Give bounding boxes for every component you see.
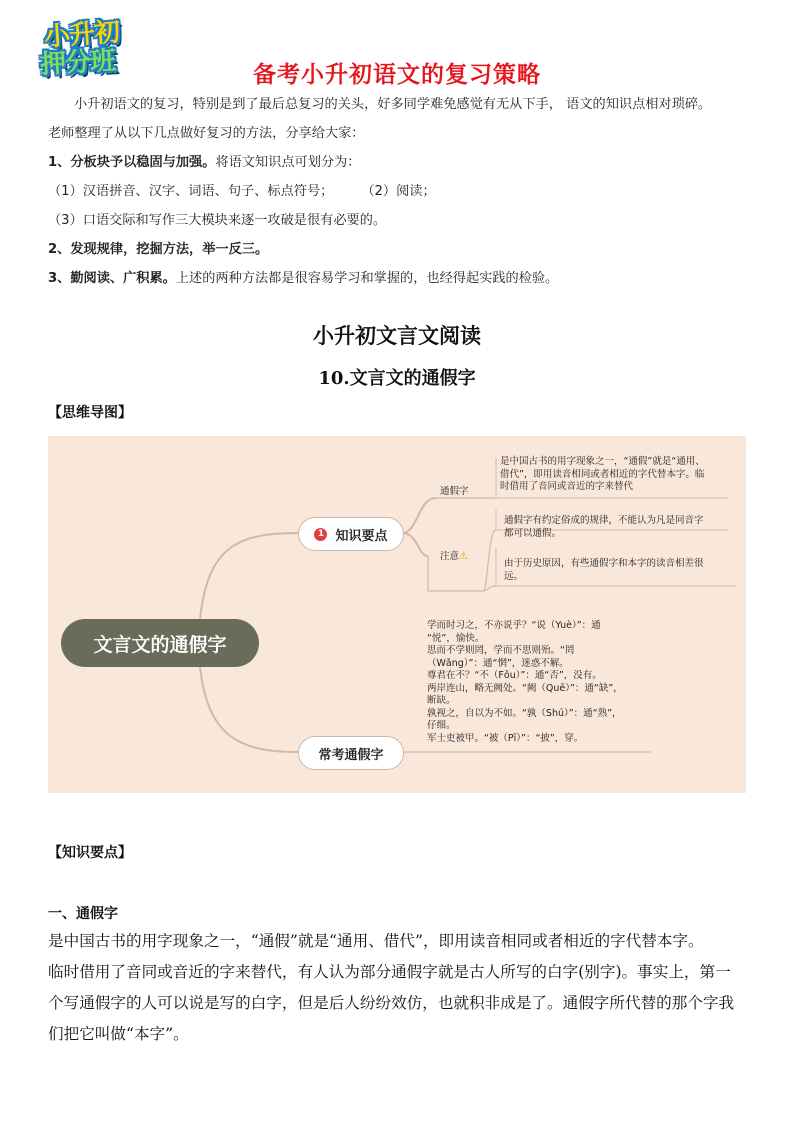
mind-map bbox=[48, 436, 746, 793]
example-line: 断缺。 bbox=[427, 695, 456, 706]
tongjia-definition bbox=[500, 456, 736, 494]
module-line1 bbox=[48, 182, 758, 202]
tongjia-body bbox=[48, 926, 760, 1050]
example-line: 仔细。 bbox=[427, 720, 456, 731]
warning-icon: ⚠ bbox=[459, 551, 468, 562]
def-line: 时借用了音同或音近的字来替代 bbox=[500, 481, 634, 492]
connector-node1-branches bbox=[402, 498, 436, 556]
logo-line1: 小升初 bbox=[43, 17, 121, 53]
example-line: 两岸连山，略无阙处。“阙（Quē）”：通“缺”， bbox=[427, 682, 623, 694]
tongjia-heading: 一、通假字 bbox=[48, 906, 118, 922]
intro-line2: 老师整理了从以下几点做好复习的方法，分享给大家： bbox=[48, 126, 365, 141]
node-knowledge-points-label: 知识要点 bbox=[335, 528, 388, 544]
body-line: 们把它叫做“本字”。 bbox=[48, 1025, 189, 1043]
branch-tongjia: 通假字 bbox=[440, 486, 469, 497]
page-title: 备考小升初语文的复习策略 bbox=[253, 62, 541, 88]
note-line: 由于历史原因，有些通假字和本字的读音相差很 bbox=[504, 558, 704, 569]
strategy-1-rest: 将语文知识点可划分为： bbox=[215, 155, 361, 170]
node-knowledge-points bbox=[298, 517, 404, 551]
example-line: 学而时习之，不亦说乎？“说（Yuè）”：通 bbox=[427, 620, 601, 631]
branch-zhuyi bbox=[440, 548, 468, 562]
strategy-2: 2、发现规律，挖掘方法，举一反三。 bbox=[48, 242, 269, 257]
examples-list bbox=[427, 620, 657, 745]
example-line: （Wǎng）”：通“惘”，迷惑不解。 bbox=[427, 657, 569, 669]
mindmap-label: 【思维导图】 bbox=[48, 405, 132, 421]
strategy-1-bold: 1、分板块予以稳固与加强。 bbox=[48, 155, 216, 170]
example-line: 思而不学则罔，学而不思则殆。“罔 bbox=[427, 645, 575, 656]
module-3: （3）口语交际和写作三大模块来逐一攻破是很有必要的。 bbox=[48, 213, 387, 228]
module-1: （1）汉语拼音、汉字、词语、句子、标点符号； bbox=[48, 184, 334, 199]
def-line: 是中国古书的用字现象之一，“通假”就是“通用、 bbox=[500, 456, 705, 467]
def-line: 借代”，即用读音相同或者相近的字代替本字。临 bbox=[500, 468, 705, 480]
node-common-tongjia-label: 常考通假字 bbox=[318, 747, 384, 763]
note-line: 都可以通假。 bbox=[504, 527, 562, 539]
strategy-1 bbox=[48, 153, 758, 173]
body-line: 个写通假字的人可以说是写的白字，但是后人纷纷效仿，也就积非成是了。通假字所代替的那个字我 bbox=[48, 994, 735, 1012]
connector-zhuyi-notes bbox=[483, 530, 496, 591]
example-line: 尊君在不？“不（Fǒu）”：通“否”，没有。 bbox=[427, 670, 602, 681]
strategy-3 bbox=[48, 269, 758, 289]
strategy-3-bold: 3、勤阅读、广积累。 bbox=[48, 271, 176, 286]
module-2: （2）阅读； bbox=[361, 184, 436, 199]
body-line: 是中国古书的用字现象之一，“通假”就是“通用、借代”，即用读音相同或者相近的字代替本字。 bbox=[48, 932, 704, 950]
example-line: 军士吏被甲。“被（Pī）”：“披”，穿。 bbox=[427, 732, 584, 744]
note-2 bbox=[504, 558, 734, 583]
section-title: 小升初文言文阅读 bbox=[313, 323, 481, 348]
node-common-tongjia bbox=[298, 736, 404, 770]
connector-root-node2 bbox=[200, 667, 298, 752]
note-line: 远。 bbox=[504, 570, 524, 582]
note-1 bbox=[504, 515, 734, 540]
strategy-3-rest: 上述的两种方法都是很容易学习和掌握的，也经得起实践的检验。 bbox=[175, 271, 559, 286]
example-line: 孰视之，自以为不如。“孰（Shú）”：通“熟”， bbox=[427, 707, 622, 719]
branch-zhuyi-label: 注意 bbox=[440, 551, 460, 562]
logo-line2: 押分班 bbox=[39, 46, 116, 80]
mind-map-root: 文言文的通假字 bbox=[61, 619, 259, 667]
connector-root-node1 bbox=[200, 533, 298, 619]
note-line: 通假字有约定俗成的规律，不能认为凡是同音字 bbox=[504, 515, 704, 526]
number-one-icon: 1 bbox=[314, 528, 327, 541]
section-subtitle: 10.文言文的通假字 bbox=[318, 368, 476, 389]
knowledge-label: 【知识要点】 bbox=[48, 845, 132, 861]
body-line: 临时借用了音同或音近的字来替代，有人认为部分通假字就是古人所写的白字(别字)。事实上，第一 bbox=[48, 963, 731, 981]
example-line: “悦”，愉快。 bbox=[427, 632, 485, 644]
intro-line1: 小升初语文的复习，特别是到了最后总复习的关头，好多同学难免感觉有无从下手， 语文的知识点相对琐碎。 bbox=[74, 97, 712, 112]
